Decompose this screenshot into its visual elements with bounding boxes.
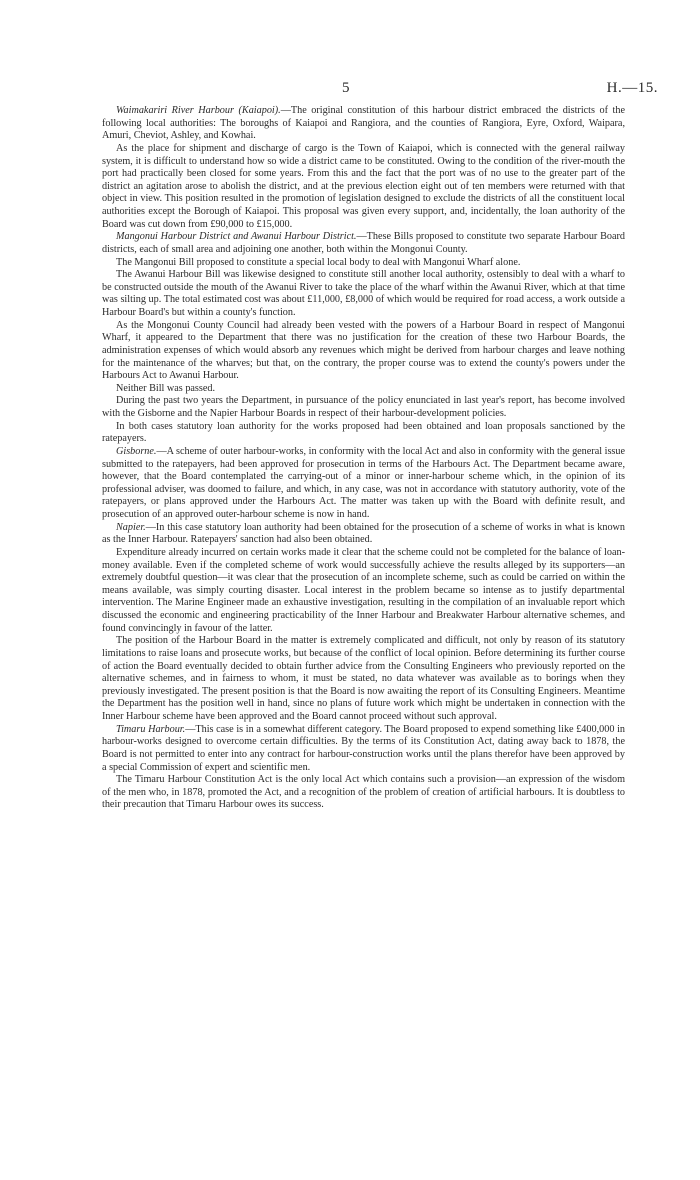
section-heading: Waimakariri River Harbour (Kaiapoi). [116, 105, 281, 116]
page-number: 5 [342, 80, 350, 96]
paragraph: Expenditure already incurred on certain works made it clear that the scheme could not be completed for the balance of loan-money available. Even if the completed scheme of work would successfully achieve the results alleged by its supporters—an extremely doubtful question—it was clear that the prosecution of an incomplete scheme, such as could be carried on within the means available, was simply courting disaster. Local interest in the problem became so intense as to justify departmental intervention. The Marine Engineer made an exhaustive investigation, resulting in the compilation of an invaluable report which discussed the economic and engineering practicability of the Inner Harbour and Breakwater Harbour alternative schemes, and found convincingly in favour of the latter. [102, 546, 625, 634]
section-heading: Gisborne. [116, 445, 157, 457]
paragraph: As the place for shipment and discharge of cargo is the Town of Kaiapoi, which is connected with the general railway system, it is difficult to understand how so wide a district came to be constituted. Owing to the condition of the river-mouth the port had practically been closed for some years. From this and the fact that the port was of no use to the greater part of the district an agitation arose to abolish the district, and at the previous election eight out of ten members were returned with that object in view. This position resulted in the promotion of legislation designed to exclude the districts of all the constituent local authorities except the Borough of Kaiapoi. This proposal was given every support, and, incidentally, the loan authority of the Board was cut down from £90,000 to £15,000. [102, 142, 625, 230]
paragraph: The position of the Harbour Board in the matter is extremely complicated and difficult, not only by reason of its statutory limitations to raise loans and prosecute works, but because of the conflict of local opinion. Before determining its further course of action the Board eventually decided to obtain further advice from the Consulting Engineers who previously reported on the alternative schemes, and in fairness to whom, it must be stated, no data whatever was available as to borings when they previously investigated. The present position is that the Board is now awaiting the report of its Consulting Engineers. Meantime the Department has the position well in hand, since no plans of future work which might be undertaken in connection with the Inner Harbour scheme have been approved and the Board cannot proceed without such approval. [102, 635, 625, 722]
paragraph: Neither Bill was passed. [116, 382, 216, 394]
document-reference: H.—15. [606, 80, 658, 96]
section-heading: Timaru Harbour. [116, 723, 186, 735]
paragraph: As the Mongonui County Council had already been vested with the powers of a Harbour Board in respect of Mangonui Wharf, it appeared to the Department that there was no justification for the creation of these two Harbour Boards, the administration expenses of which would absorb any revenues which might be derived from harbour charges and leave nothing for the maintenance of the wharves; but that, on the contrary, the proper course was to extend the county's powers under the Harbours Act to Awanui Harbour. [102, 319, 625, 382]
page-header [0, 80, 700, 100]
paragraph: Mangonui Harbour District and Awanui Harbour District.—These Bills proposed to constitute two separate Harbour Board districts, each of small area and adjoining one another, both within the Mongonui County. [102, 231, 625, 255]
paragraph: Timaru Harbour.—This case is in a somewhat different category. The Board proposed to expend something like £400,000 in harbour-works designed to overcome certain difficulties. By the terms of its Constitution Act, dating away back to 1878, the Board is not permitted to enter into any contract for harbour-construction works until the plans therefor have been approved by a special Commission of expert and scientific men. [102, 723, 625, 773]
paragraph: During the past two years the Department, in pursuance of the policy enunciated in last year's report, has become involved with the Gisborne and the Napier Harbour Boards in respect of their harbour-development policies. [102, 395, 625, 419]
paragraph: Waimakariri River Harbour (Kaiapoi).—The original constitution of this harbour district embraced the districts of the following local authorities: The boroughs of Kaiapoi and Rangiora, and the counties of Rangiora, Eyre, Oxford, Waipara, Amuri, Cheviot, Ashley, and Kowhai. [102, 105, 626, 142]
section-heading: Napier. [116, 521, 146, 533]
paragraph: Gisborne.—A scheme of outer harbour-works, in conformity with the local Act and also in conformity with the general issue submitted to the ratepayers, had been approved for prosecution in terms of the Harbours Act. The Department became aware, however, that the Board contemplated the carrying-out of a minor or inner-harbour scheme which, in the opinion of its professional adviser, was doomed to failure, and which, in any case, was not in accordance with statutory authority, vote of the ratepayers, or plans approved under the Harbours Act. The matter was taken up with the Board with definite result, and prosecution of an approved outer-harbour scheme is now in hand. [102, 445, 625, 520]
paragraph: Napier.—In this case statutory loan authority had been obtained for the prosecution of a scheme of works in what is known as the Inner Harbour. Ratepayers' sanction had also been obtained. [102, 521, 625, 546]
paragraph: The Mangonui Bill proposed to constitute a special local body to deal with Mangonui Wharf alone. [116, 256, 521, 268]
body-text [102, 105, 625, 812]
paragraph: In both cases statutory loan authority for the works proposed had been obtained and loan proposals sanctioned by the ratepayers. [102, 420, 625, 445]
paragraph: The Awanui Harbour Bill was likewise designed to constitute still another local authority, ostensibly to deal with a wharf to be constructed outside the mouth of the Awanui River to take the place of the wharf within the Awanui River, which at that time was silting up. The total estimated cost was about £11,000, £8,000 of which would be required for road access, a work outside a Harbour Board's but within a county's function. [102, 269, 625, 318]
paragraph: The Timaru Harbour Constitution Act is the only local Act which contains such a provision—an expression of the wisdom of the men who, in 1878, promoted the Act, and a recognition of the problem of creation of artificial harbours. It is doubtless to their precaution that Timaru Harbour owes its success. [102, 774, 625, 811]
section-heading: Mangonui Harbour District and Awanui Harbour District. [116, 231, 357, 243]
